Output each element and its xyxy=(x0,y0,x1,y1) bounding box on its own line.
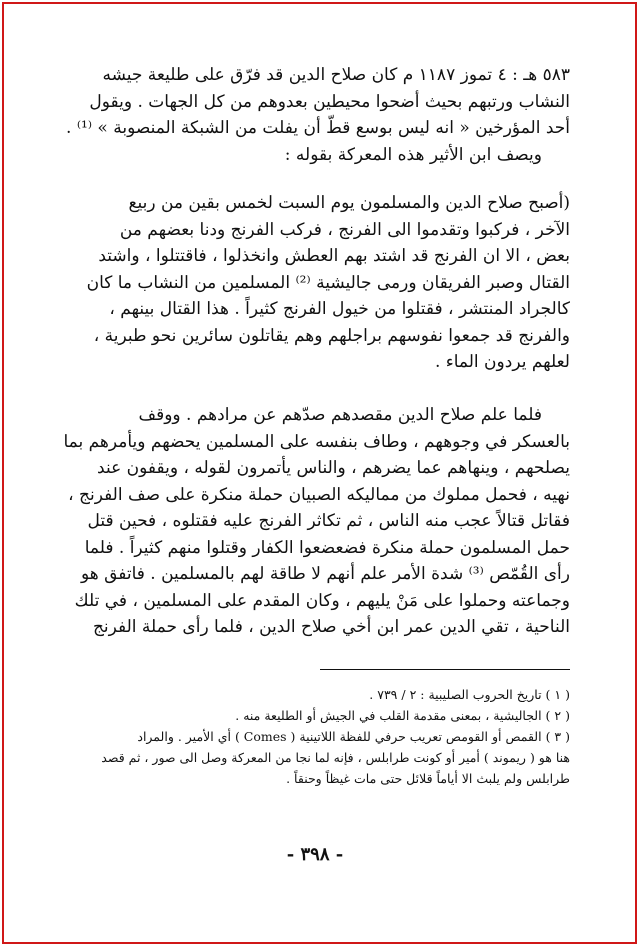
footnote-line: هنا هو ( ريموند ) أمير أو كونت طرابلس ، فإنه لما نجا من المعركة وصل الى صور ، ثم قصد xyxy=(101,750,570,765)
text-line: نهيه ، فحمل مملوك من مماليكه الصبيان حملة منكرة على صف الفرنج ، xyxy=(68,484,570,505)
text-line: والفرنج قد جمعوا نفوسهم براجلهم وهم يقاتلون سائرين نحو طبرية ، xyxy=(93,325,570,346)
footnote-line: طرابلس ولم يلبث الا أياماً قلائل حتى مات غيظاً وحنقاً . xyxy=(286,771,570,786)
text-line: رأى القُمّص ⁽³⁾ شدة الأمر علم أنهم لا طاقة لهم بالمسلمين . فاتفق هو xyxy=(80,564,570,584)
page-number: - ٣٩٨ - xyxy=(286,844,344,865)
text-line: يصلحهم ، وينهاهم عما يضرهم ، والناس يأتمرون لقوله ، ويقفون عند xyxy=(97,458,570,478)
text-line: النشاب ورتبهم بحيث أضحوا محيطين بعدوهم من كل الجهات . ويقول xyxy=(89,91,570,112)
footnote-line: ( ١ ) تاريخ الحروب الصليبية : ٢ / ٧٣٩ . xyxy=(369,687,570,702)
text-line: بالعسكر في وجوههم ، وطاف بنفسه على المسلمين يحضهم ويأمرهم بما xyxy=(63,431,570,452)
paragraph-3 xyxy=(60,402,570,641)
footnote-line: ( ٣ ) القمص أو القومص تعريب حرفي للفظة اللاتينية ( Comes ) أي الأمير . والمراد xyxy=(137,729,570,744)
footnotes xyxy=(60,684,570,789)
text-line: بعض ، الا ان الفرنج قد اشتد بهم العطش وانخذلوا ، فاقتتلوا ، واشتد xyxy=(98,246,570,266)
text-line: ٥٨٣ هـ : ٤ تموز ١١٨٧ م كان صلاح الدين قد فرّق على طليعة جيشه xyxy=(102,65,570,85)
text-line: حمل المسلمون حملة منكرة فضعضعوا الكفار وقتلوا منهم كثيراً . فلما xyxy=(84,537,570,558)
text-line: كالجراد المنتشر ، فقتلوا من خيول الفرنج كثيراً . هذا القتال بينهم ، xyxy=(109,299,570,319)
text-line: (أصبح صلاح الدين والمسلمون يوم السبت لخمس بقين من ربيع xyxy=(128,193,570,213)
footnote-line: ( ٢ ) الجاليشية ، بمعنى مقدمة القلب في الجيش أو الطليعة منه . xyxy=(235,708,570,723)
text-line: القتال وصبر الفريقان ورمى جاليشية ⁽²⁾ المسلمين من النشاب ما كان xyxy=(86,272,570,293)
text-line: الناحية ، تقي الدين عمر ابن أخي صلاح الدين ، فلما رأى حملة الفرنج xyxy=(92,617,570,637)
text-line: فقاتل قتالاً عجب منه الناس ، ثم تكاثر الفرنج عليه فقتلوه ، فحين قتل xyxy=(87,511,570,531)
text-line: الآخر ، فركبوا وتقدموا الى الفرنج ، فركب الفرنج ودنا بعضهم من xyxy=(119,219,570,240)
quote-paragraph xyxy=(60,190,570,376)
text-line: وجماعته وحملوا على مَنْ يليهم ، وكان المقدم على المسلمين ، في تلك xyxy=(74,590,570,611)
text-line: أحد المؤرخين « انه ليس بوسع قطّ أن يفلت من الشبكة المنصوبة » ⁽¹⁾ . xyxy=(66,118,570,138)
text-line: فلما علم صلاح الدين مقصدهم صدّهم عن مرادهم . ووقف xyxy=(138,405,542,425)
text-line: لعلهم يردون الماء . xyxy=(434,352,570,372)
footnote-divider xyxy=(320,669,570,670)
quote-intro: ويصف ابن الأثير هذه المعركة بقوله : xyxy=(284,144,542,165)
paragraph-1 xyxy=(60,62,570,168)
